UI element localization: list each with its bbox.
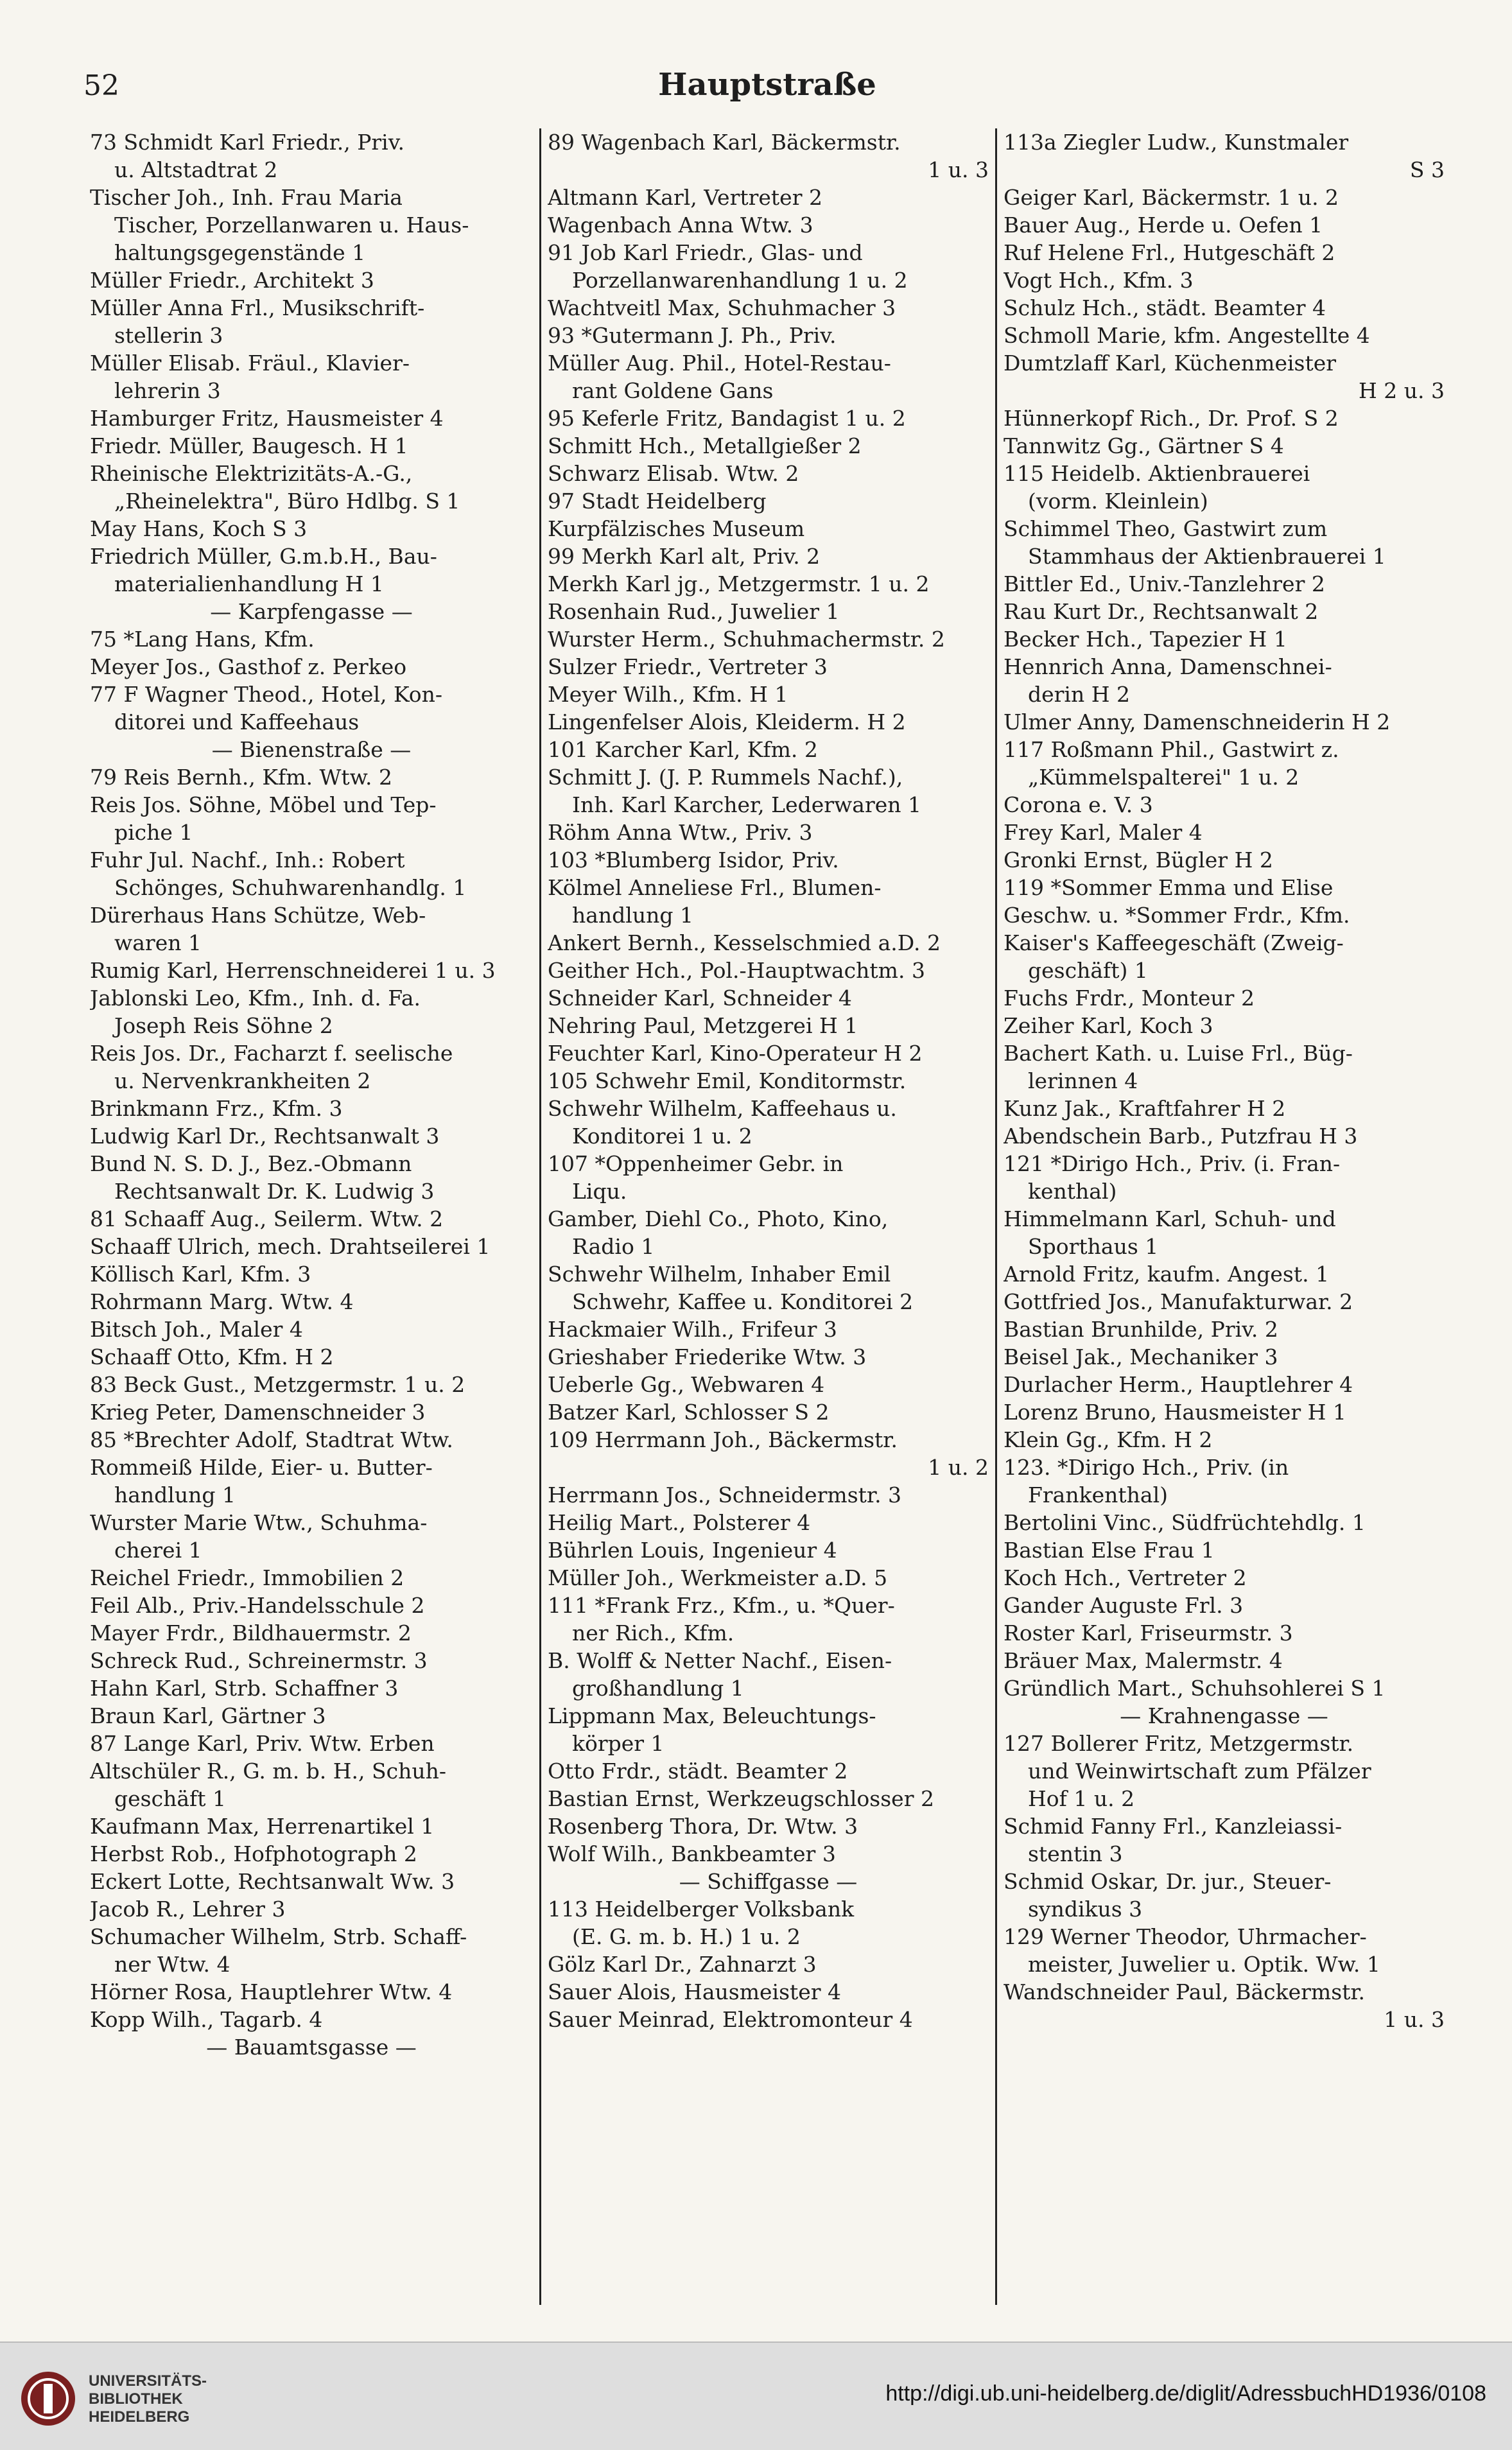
- directory-entry-continuation: cherei 1: [114, 1538, 202, 1563]
- directory-entry: Schwehr Wilhelm, Inhaber Emil: [548, 1262, 891, 1287]
- directory-entry: Geither Hch., Pol.-Hauptwachtm. 3: [548, 958, 925, 983]
- directory-entry: Otto Frdr., städt. Beamter 2: [548, 1759, 848, 1784]
- directory-entry: 97 Stadt Heidelberg: [548, 489, 767, 514]
- address-column-3: [995, 128, 1451, 2305]
- directory-entry: 103 *Blumberg Isidor, Priv.: [548, 847, 839, 873]
- directory-entry: Eckert Lotte, Rechtsanwalt Ww. 3: [90, 1869, 455, 1894]
- directory-entry-floor: S 3: [1409, 157, 1445, 182]
- directory-entry: 123. *Dirigo Hch., Priv. (in: [1004, 1455, 1289, 1480]
- directory-entry-continuation: ditorei und Kaffeehaus: [114, 709, 360, 734]
- directory-entry: Mayer Frdr., Bildhauermstr. 2: [90, 1620, 412, 1646]
- directory-entry: Bastian Else Frau 1: [1004, 1538, 1215, 1563]
- page-number: 52: [83, 69, 119, 102]
- directory-entry: Schaaff Otto, Kfm. H 2: [90, 1344, 334, 1369]
- directory-entry: 119 *Sommer Emma und Elise: [1004, 875, 1334, 900]
- directory-entry: Dumtzlaff Karl, Küchenmeister: [1004, 351, 1337, 376]
- directory-entry: 77 F Wagner Theod., Hotel, Kon-: [90, 682, 443, 707]
- directory-entry-continuation: stellerin 3: [114, 323, 223, 348]
- directory-entry: Batzer Karl, Schlosser S 2: [548, 1400, 830, 1425]
- street-section-heading: — Krahnengasse —: [1120, 1703, 1328, 1728]
- directory-entry-floor: 1 u. 3: [928, 157, 989, 182]
- directory-entry: Friedrich Müller, G.m.b.H., Bau-: [90, 544, 437, 569]
- directory-entry: Herbst Rob., Hofphotograph 2: [90, 1841, 417, 1866]
- directory-entry-continuation: stentin 3: [1028, 1841, 1123, 1866]
- directory-entry-continuation: Radio 1: [572, 1234, 655, 1259]
- directory-entry: Hahn Karl, Strb. Schaffner 3: [90, 1676, 399, 1701]
- directory-entry: 83 Beck Gust., Metzgermstr. 1 u. 2: [90, 1372, 465, 1397]
- directory-entry-continuation: Schönges, Schuhwarenhandlg. 1: [114, 875, 467, 900]
- address-columns: [83, 128, 1451, 2305]
- directory-entry-continuation: großhandlung 1: [572, 1676, 744, 1701]
- logo-line-1: UNIVERSITÄTS-: [89, 2372, 207, 2390]
- directory-entry: 107 *Oppenheimer Gebr. in: [548, 1151, 844, 1176]
- directory-entry-continuation: Liqu.: [572, 1179, 627, 1204]
- directory-entry: Ulmer Anny, Damenschneiderin H 2: [1004, 709, 1391, 734]
- directory-entry-continuation: waren 1: [114, 930, 202, 955]
- directory-entry: Frey Karl, Maler 4: [1004, 820, 1203, 845]
- directory-entry: Sulzer Friedr., Vertreter 3: [548, 654, 828, 679]
- directory-entry-continuation: „Rheinelektra", Büro Hdlbg. S 1: [114, 489, 460, 514]
- directory-entry: Kunz Jak., Kraftfahrer H 2: [1004, 1096, 1286, 1121]
- directory-entry: Fuhr Jul. Nachf., Inh.: Robert: [90, 847, 405, 873]
- directory-entry: Schmid Fanny Frl., Kanzleiassi-: [1004, 1814, 1343, 1839]
- directory-entry: Schwehr Wilhelm, Kaffeehaus u.: [548, 1096, 897, 1121]
- directory-entry: Hörner Rosa, Hauptlehrer Wtw. 4: [90, 1979, 453, 2004]
- directory-entry-continuation: geschäft) 1: [1028, 958, 1148, 983]
- directory-entry: Rosenberg Thora, Dr. Wtw. 3: [548, 1814, 858, 1839]
- street-section-heading: — Karpfengasse —: [210, 599, 413, 624]
- directory-entry: Ankert Bernh., Kesselschmied a.D. 2: [548, 930, 941, 955]
- directory-entry-continuation: derin H 2: [1028, 682, 1130, 707]
- directory-entry-continuation: „Kümmelspalterei" 1 u. 2: [1028, 765, 1299, 790]
- directory-entry-continuation: meister, Juwelier u. Optik. Ww. 1: [1028, 1952, 1380, 1977]
- directory-entry: Reis Jos. Dr., Facharzt f. seelische: [90, 1041, 453, 1066]
- directory-entry: Becker Hch., Tapezier H 1: [1004, 627, 1287, 652]
- directory-entry: Schmitt J. (J. P. Rummels Nachf.),: [548, 765, 903, 790]
- directory-entry: Ludwig Karl Dr., Rechtsanwalt 3: [90, 1124, 440, 1149]
- directory-entry-continuation: ner Rich., Kfm.: [572, 1620, 734, 1646]
- directory-entry: Altmann Karl, Vertreter 2: [548, 185, 822, 210]
- directory-entry: Schumacher Wilhelm, Strb. Schaff-: [90, 1924, 467, 1949]
- directory-entry: Abendschein Barb., Putzfrau H 3: [1004, 1124, 1358, 1149]
- directory-entry: Grieshaber Friederike Wtw. 3: [548, 1344, 867, 1369]
- directory-entry: Wurster Marie Wtw., Schuhma-: [90, 1510, 428, 1535]
- directory-entry: Heilig Mart., Polsterer 4: [548, 1510, 811, 1535]
- directory-entry-continuation: Sporthaus 1: [1028, 1234, 1159, 1259]
- directory-entry-continuation: Joseph Reis Söhne 2: [114, 1013, 333, 1038]
- directory-entry: Geschw. u. *Sommer Frdr., Kfm.: [1004, 903, 1350, 928]
- directory-entry: Schaaff Ulrich, mech. Drahtseilerei 1: [90, 1234, 491, 1259]
- footer-bar: [0, 2341, 1512, 2450]
- directory-entry: Beisel Jak., Mechaniker 3: [1004, 1344, 1278, 1369]
- directory-entry: Rumig Karl, Herrenschneiderei 1 u. 3: [90, 958, 496, 983]
- directory-entry-continuation: Konditorei 1 u. 2: [572, 1124, 752, 1149]
- directory-entry: Ruf Helene Frl., Hutgeschäft 2: [1004, 240, 1335, 265]
- directory-entry-continuation: Hof 1 u. 2: [1028, 1786, 1135, 1811]
- directory-entry: Roster Karl, Friseurmstr. 3: [1004, 1620, 1293, 1646]
- library-seal-icon: [19, 2370, 77, 2428]
- directory-entry: Bührlen Louis, Ingenieur 4: [548, 1538, 837, 1563]
- directory-entry-continuation: Frankenthal): [1028, 1482, 1168, 1507]
- directory-entry: 89 Wagenbach Karl, Bäckermstr.: [548, 130, 901, 155]
- address-column-1: [83, 128, 539, 2305]
- directory-entry: Kopp Wilh., Tagarb. 4: [90, 2007, 323, 2032]
- directory-entry-continuation: haltungsgegenstände 1: [114, 240, 366, 265]
- directory-entry: Röhm Anna Wtw., Priv. 3: [548, 820, 813, 845]
- directory-entry: Wurster Herm., Schuhmachermstr. 2: [548, 627, 945, 652]
- directory-entry: Gander Auguste Frl. 3: [1004, 1593, 1244, 1618]
- directory-entry: 75 *Lang Hans, Kfm.: [90, 627, 315, 652]
- directory-entry: Kölmel Anneliese Frl., Blumen-: [548, 875, 882, 900]
- directory-entry: Tischer Joh., Inh. Frau Maria: [90, 185, 403, 210]
- directory-entry: 87 Lange Karl, Priv. Wtw. Erben: [90, 1731, 435, 1756]
- directory-entry: Feuchter Karl, Kino-Operateur H 2: [548, 1041, 923, 1066]
- directory-entry: Bund N. S. D. J., Bez.-Obmann: [90, 1151, 412, 1176]
- directory-entry: Schmitt Hch., Metallgießer 2: [548, 433, 862, 458]
- directory-entry: Rommeiß Hilde, Eier- u. Butter-: [90, 1455, 433, 1480]
- directory-entry: Rau Kurt Dr., Rechtsanwalt 2: [1004, 599, 1319, 624]
- directory-entry: Müller Aug. Phil., Hotel-Restau-: [548, 351, 891, 376]
- directory-entry-continuation: lerinnen 4: [1028, 1068, 1138, 1093]
- directory-entry: Wolf Wilh., Bankbeamter 3: [548, 1841, 836, 1866]
- directory-entry: Gründlich Mart., Schuhsohlerei S 1: [1004, 1676, 1386, 1701]
- directory-entry: Nehring Paul, Metzgerei H 1: [548, 1013, 858, 1038]
- directory-entry: 111 *Frank Frz., Kfm., u. *Quer-: [548, 1593, 895, 1618]
- directory-entry: B. Wolff & Netter Nachf., Eisen-: [548, 1648, 892, 1673]
- directory-entry: Köllisch Karl, Kfm. 3: [90, 1262, 311, 1287]
- directory-entry: Schneider Karl, Schneider 4: [548, 986, 852, 1011]
- directory-entry-continuation: körper 1: [572, 1731, 665, 1756]
- directory-entry: Bastian Brunhilde, Priv. 2: [1004, 1317, 1278, 1342]
- directory-entry: 113 Heidelberger Volksbank: [548, 1897, 855, 1922]
- directory-entry-continuation: Porzellanwarenhandlung 1 u. 2: [572, 268, 908, 293]
- directory-entry: Kaufmann Max, Herrenartikel 1: [90, 1814, 435, 1839]
- directory-entry: Klein Gg., Kfm. H 2: [1004, 1427, 1213, 1452]
- directory-entry: Zeiher Karl, Koch 3: [1004, 1013, 1213, 1038]
- directory-entry: Bräuer Max, Malermstr. 4: [1004, 1648, 1283, 1673]
- directory-entry: Meyer Wilh., Kfm. H 1: [548, 682, 788, 707]
- directory-entry-continuation: syndikus 3: [1028, 1897, 1143, 1922]
- directory-entry: Geiger Karl, Bäckermstr. 1 u. 2: [1004, 185, 1339, 210]
- directory-entry: 85 *Brechter Adolf, Stadtrat Wtw.: [90, 1427, 453, 1452]
- directory-entry: Bachert Kath. u. Luise Frl., Büg-: [1004, 1041, 1353, 1066]
- directory-entry: Müller Anna Frl., Musikschrift-: [90, 295, 425, 320]
- directory-entry: Durlacher Herm., Hauptlehrer 4: [1004, 1372, 1353, 1397]
- directory-entry: Bitsch Joh., Maler 4: [90, 1317, 303, 1342]
- directory-entry: Ueberle Gg., Webwaren 4: [548, 1372, 825, 1397]
- directory-entry: Friedr. Müller, Baugesch. H 1: [90, 433, 408, 458]
- directory-entry: 113a Ziegler Ludw., Kunstmaler: [1004, 130, 1349, 155]
- directory-entry: 73 Schmidt Karl Friedr., Priv.: [90, 130, 404, 155]
- directory-entry: Schreck Rud., Schreinermstr. 3: [90, 1648, 428, 1673]
- directory-entry: Sauer Alois, Hausmeister 4: [548, 1979, 842, 2004]
- directory-entry: Tannwitz Gg., Gärtner S 4: [1004, 433, 1284, 458]
- directory-entry: Rheinische Elektrizitäts-A.-G.,: [90, 461, 413, 486]
- page-title: Hauptstraße: [658, 67, 876, 103]
- directory-entry: Müller Elisab. Fräul., Klavier-: [90, 351, 410, 376]
- street-section-heading: — Schiffgasse —: [679, 1869, 858, 1894]
- directory-entry: Gottfried Jos., Manufakturwar. 2: [1004, 1289, 1353, 1314]
- directory-entry-continuation: Inh. Karl Karcher, Lederwaren 1: [572, 792, 922, 817]
- directory-entry: 127 Bollerer Fritz, Metzgermstr.: [1004, 1731, 1354, 1756]
- directory-entry: Gronki Ernst, Bügler H 2: [1004, 847, 1273, 873]
- directory-entry: Schwarz Elisab. Wtw. 2: [548, 461, 799, 486]
- directory-entry-floor: 1 u. 3: [1384, 2007, 1445, 2032]
- address-column-2: [539, 128, 995, 2305]
- directory-entry: Rosenhain Rud., Juwelier 1: [548, 599, 840, 624]
- directory-entry-continuation: lehrerin 3: [114, 378, 221, 403]
- directory-entry: Schmoll Marie, kfm. Angestellte 4: [1004, 323, 1370, 348]
- directory-entry: Wachtveitl Max, Schuhmacher 3: [548, 295, 896, 320]
- directory-entry: Bertolini Vinc., Südfrüchtehdlg. 1: [1004, 1510, 1366, 1535]
- directory-entry: 93 *Gutermann J. Ph., Priv.: [548, 323, 837, 348]
- directory-entry: Müller Joh., Werkmeister a.D. 5: [548, 1565, 888, 1590]
- directory-entry-continuation: handlung 1: [572, 903, 693, 928]
- directory-entry: Fuchs Frdr., Monteur 2: [1004, 986, 1255, 1011]
- library-logo[interactable]: [19, 2367, 276, 2431]
- directory-entry: Kaiser's Kaffeegeschäft (Zweig-: [1004, 930, 1344, 955]
- directory-entry-continuation: kenthal): [1028, 1179, 1117, 1204]
- directory-entry: Brinkmann Frz., Kfm. 3: [90, 1096, 343, 1121]
- directory-entry: Koch Hch., Vertreter 2: [1004, 1565, 1247, 1590]
- street-section-heading: — Bauamtsgasse —: [206, 2035, 417, 2060]
- directory-entry: 81 Schaaff Aug., Seilerm. Wtw. 2: [90, 1206, 444, 1231]
- directory-entry: Müller Friedr., Architekt 3: [90, 268, 374, 293]
- directory-entry: Jablonski Leo, Kfm., Inh. d. Fa.: [90, 986, 421, 1011]
- directory-entry-floor: H 2 u. 3: [1359, 378, 1445, 403]
- directory-entry: Gölz Karl Dr., Zahnarzt 3: [548, 1952, 817, 1977]
- directory-entry: Bastian Ernst, Werkzeugschlosser 2: [548, 1786, 934, 1811]
- directory-entry-continuation: u. Altstadtrat 2: [114, 157, 278, 182]
- directory-entry: 129 Werner Theodor, Uhrmacher-: [1004, 1924, 1367, 1949]
- logo-line-2: BIBLIOTHEK: [89, 2390, 183, 2408]
- directory-entry-continuation: piche 1: [114, 820, 193, 845]
- directory-entry: Schimmel Theo, Gastwirt zum: [1004, 516, 1328, 541]
- directory-entry: Kurpfälzisches Museum: [548, 516, 805, 541]
- directory-entry: Arnold Fritz, kaufm. Angest. 1: [1004, 1262, 1330, 1287]
- directory-entry: May Hans, Koch S 3: [90, 516, 308, 541]
- directory-entry: 117 Roßmann Phil., Gastwirt z.: [1004, 737, 1339, 762]
- directory-entry-floor: 1 u. 2: [928, 1455, 989, 1480]
- directory-entry: Himmelmann Karl, Schuh- und: [1004, 1206, 1336, 1231]
- directory-entry-continuation: (vorm. Kleinlein): [1028, 489, 1208, 514]
- directory-entry-continuation: ner Wtw. 4: [114, 1952, 230, 1977]
- source-url-link[interactable]: http://digi.ub.uni-heidelberg.de/diglit/AdressbuchHD1936/0108: [885, 2381, 1486, 2406]
- directory-entry-continuation: und Weinwirtschaft zum Pfälzer: [1028, 1759, 1371, 1784]
- directory-entry: Feil Alb., Priv.-Handelsschule 2: [90, 1593, 425, 1618]
- directory-entry: 91 Job Karl Friedr., Glas- und: [548, 240, 863, 265]
- directory-entry: Herrmann Jos., Schneidermstr. 3: [548, 1482, 902, 1507]
- directory-entry-continuation: Rechtsanwalt Dr. K. Ludwig 3: [114, 1179, 435, 1204]
- directory-entry: Wandschneider Paul, Bäckermstr.: [1004, 1979, 1366, 2004]
- directory-entry-continuation: Schwehr, Kaffee u. Konditorei 2: [572, 1289, 914, 1314]
- library-logo-text: [89, 2372, 207, 2426]
- directory-entry: 95 Keferle Fritz, Bandagist 1 u. 2: [548, 406, 906, 431]
- directory-entry: Lippmann Max, Beleuchtungs-: [548, 1703, 876, 1728]
- directory-entry: Rohrmann Marg. Wtw. 4: [90, 1289, 354, 1314]
- directory-entry: 121 *Dirigo Hch., Priv. (i. Fran-: [1004, 1151, 1341, 1176]
- directory-entry: Dürerhaus Hans Schütze, Web-: [90, 903, 426, 928]
- directory-entry: 115 Heidelb. Aktienbrauerei: [1004, 461, 1310, 486]
- directory-entry: Lorenz Bruno, Hausmeister H 1: [1004, 1400, 1346, 1425]
- directory-entry: Vogt Hch., Kfm. 3: [1004, 268, 1194, 293]
- directory-entry: 79 Reis Bernh., Kfm. Wtw. 2: [90, 765, 392, 790]
- directory-entry: Wagenbach Anna Wtw. 3: [548, 213, 813, 238]
- directory-entry: 105 Schwehr Emil, Konditormstr.: [548, 1068, 907, 1093]
- directory-entry: Schulz Hch., städt. Beamter 4: [1004, 295, 1326, 320]
- directory-entry-continuation: materialienhandlung H 1: [114, 571, 384, 596]
- directory-entry: Bittler Ed., Univ.-Tanzlehrer 2: [1004, 571, 1325, 596]
- directory-entry: Hackmaier Wilh., Frifeur 3: [548, 1317, 837, 1342]
- directory-entry: Schmid Oskar, Dr. jur., Steuer-: [1004, 1869, 1332, 1894]
- directory-entry: Jacob R., Lehrer 3: [90, 1897, 286, 1922]
- directory-entry-continuation: geschäft 1: [114, 1786, 226, 1811]
- directory-entry: Hünnerkopf Rich., Dr. Prof. S 2: [1004, 406, 1339, 431]
- street-section-heading: — Bienenstraße —: [211, 737, 412, 762]
- directory-entry: 109 Herrmann Joh., Bäckermstr.: [548, 1427, 898, 1452]
- directory-entry: Reis Jos. Söhne, Möbel und Tep-: [90, 792, 437, 817]
- directory-entry: Merkh Karl jg., Metzgermstr. 1 u. 2: [548, 571, 930, 596]
- directory-entry-continuation: rant Goldene Gans: [572, 378, 774, 403]
- directory-entry-continuation: handlung 1: [114, 1482, 236, 1507]
- directory-entry: Reichel Friedr., Immobilien 2: [90, 1565, 404, 1590]
- directory-entry: Hamburger Fritz, Hausmeister 4: [90, 406, 444, 431]
- directory-entry-continuation: (E. G. m. b. H.) 1 u. 2: [572, 1924, 801, 1949]
- directory-entry: Gamber, Diehl Co., Photo, Kino,: [548, 1206, 889, 1231]
- directory-entry: Corona e. V. 3: [1004, 792, 1153, 817]
- directory-entry: Lingenfelser Alois, Kleiderm. H 2: [548, 709, 906, 734]
- page-header: [83, 64, 1451, 116]
- directory-entry: Bauer Aug., Herde u. Oefen 1: [1004, 213, 1323, 238]
- directory-entry-continuation: u. Nervenkrankheiten 2: [114, 1068, 371, 1093]
- directory-entry: 101 Karcher Karl, Kfm. 2: [548, 737, 818, 762]
- directory-entry: Krieg Peter, Damenschneider 3: [90, 1400, 426, 1425]
- directory-entry-continuation: Stammhaus der Aktienbrauerei 1: [1028, 544, 1386, 569]
- directory-entry: Sauer Meinrad, Elektromonteur 4: [548, 2007, 913, 2032]
- directory-entry: Meyer Jos., Gasthof z. Perkeo: [90, 654, 407, 679]
- directory-entry: Braun Karl, Gärtner 3: [90, 1703, 326, 1728]
- directory-entry: Altschüler R., G. m. b. H., Schuh-: [90, 1759, 447, 1784]
- directory-entry: Hennrich Anna, Damenschnei-: [1004, 654, 1332, 679]
- directory-entry-continuation: Tischer, Porzellanwaren u. Haus-: [114, 213, 469, 238]
- logo-line-3: HEIDELBERG: [89, 2408, 190, 2426]
- directory-entry: 99 Merkh Karl alt, Priv. 2: [548, 544, 821, 569]
